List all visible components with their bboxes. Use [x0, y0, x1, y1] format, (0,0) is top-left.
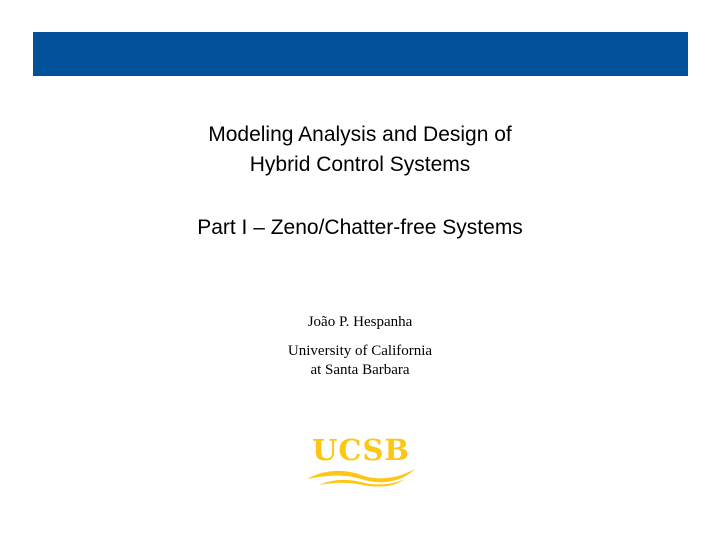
title-line-1: Modeling Analysis and Design of	[208, 123, 512, 146]
affiliation-line-2: at Santa Barbara	[310, 362, 410, 378]
affiliation-line-1: University of California	[287, 343, 433, 359]
title-line-2: Hybrid Control Systems	[249, 153, 471, 176]
ucsb-logo	[305, 432, 417, 490]
slide-title	[0, 120, 720, 243]
header-banner	[33, 32, 688, 76]
logo-wordmark: UCSB	[312, 433, 410, 467]
author-name: João P. Hespanha	[307, 314, 413, 330]
author-block	[0, 313, 720, 380]
wave-swoosh-icon	[305, 465, 417, 487]
part-title: Part I – Zeno/Chatter-free Systems	[197, 216, 523, 239]
